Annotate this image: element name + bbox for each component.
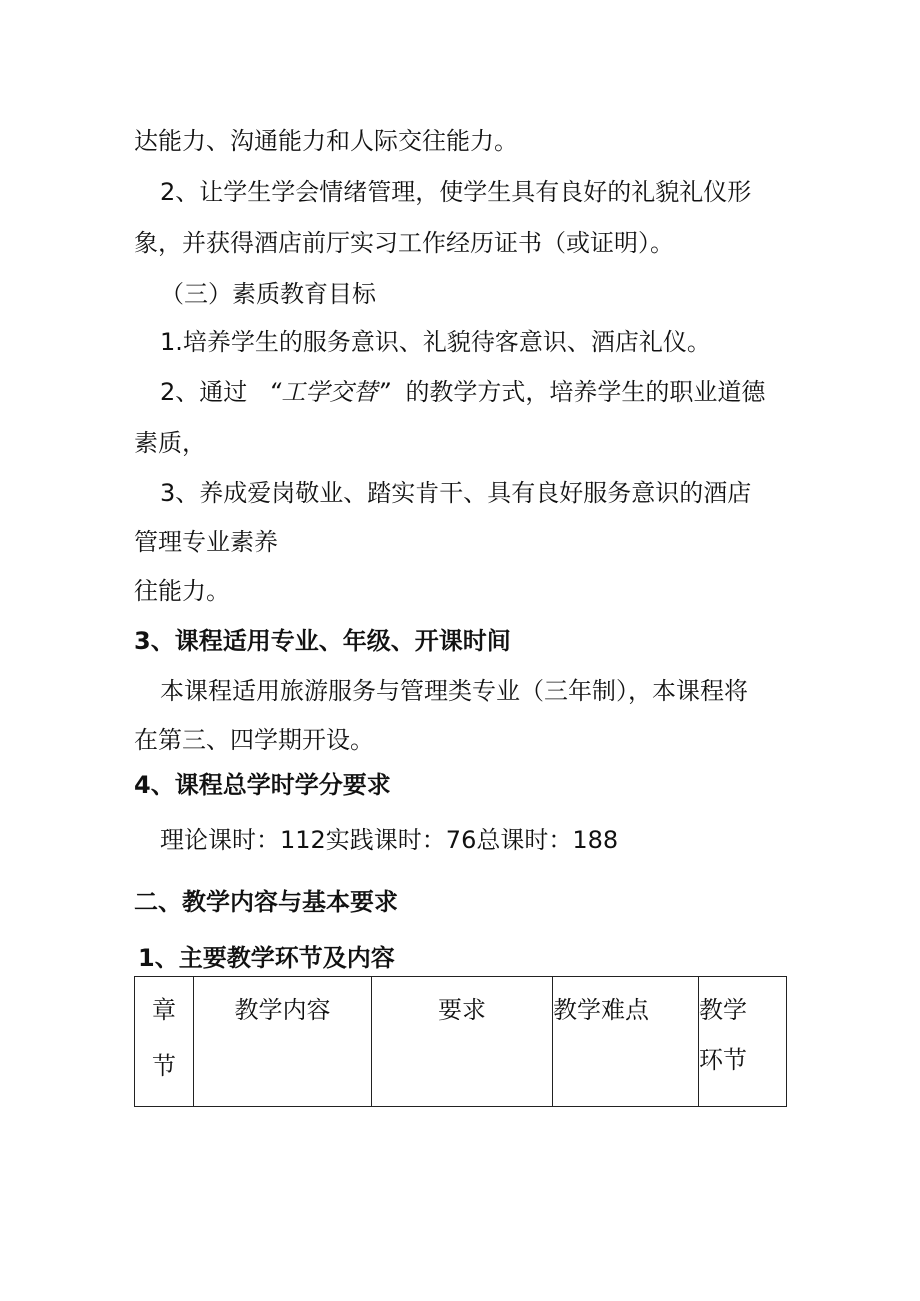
section-3-text-a: 本课程适用旅游服务与管理类专业（三年制），本课程将 [160, 677, 748, 705]
paragraph-line-5 [160, 377, 765, 407]
table-header-content [194, 977, 372, 1107]
section-4-title: 4、课程总学时学分要求 [134, 771, 391, 799]
paragraph-line-6b: 管理专业素养 [134, 528, 278, 556]
table-header-row [135, 977, 787, 1107]
table-header-phase-line-2: 环节 [699, 1046, 747, 1074]
paragraph-line-6a: 3、养成爱岗敬业、踏实肯干、具有良好服务意识的酒店 [160, 479, 752, 507]
part-2-title: 二、教学内容与基本要求 [134, 888, 398, 916]
table-header-difficulty-label: 教学难点 [553, 996, 649, 1024]
table-header-chapter-line-1: 章 [152, 996, 176, 1024]
teaching-plan-table [134, 976, 787, 1107]
subsection-title-quality: （三）素质教育目标 [160, 280, 376, 308]
paragraph-line-2a: 2、让学生学会情绪管理，使学生具有良好的礼貌礼仪形 [160, 178, 752, 206]
paragraph-line-5-pre: 2、通过 [160, 378, 248, 406]
paragraph-line-7: 往能力。 [134, 577, 230, 605]
paragraph-line-5-post: 的教学方式，培养学生的职业道德 [405, 378, 766, 406]
paragraph-line-5b: 素质， [134, 429, 206, 457]
section-4-text: 理论课时：112实践课时：76总课时：188 [160, 826, 619, 854]
table-header-content-label: 教学内容 [234, 996, 331, 1024]
paragraph-line-2b: 象，并获得酒店前厅实习工作经历证书（或证明）。 [134, 229, 674, 257]
table-header-phase-line-1: 教学 [699, 996, 747, 1024]
paragraph-line-1: 达能力、沟通能力和人际交往能力。 [134, 127, 518, 155]
table-header-requirement [372, 977, 553, 1107]
part-2-subtitle-1: 1、主要教学环节及内容 [138, 944, 395, 972]
section-3-text-b: 在第三、四学期开设。 [134, 726, 374, 754]
table-header-difficulty [553, 977, 699, 1107]
paragraph-line-5-quote: “工学交替” [268, 378, 390, 406]
table-header-phase [699, 977, 787, 1107]
paragraph-line-4: 1.培养学生的服务意识、礼貌待客意识、酒店礼仪。 [160, 328, 711, 356]
table-header-chapter-line-2: 节 [152, 1052, 176, 1080]
section-3-title: 3、课程适用专业、年级、开课时间 [134, 627, 511, 655]
table-header-chapter [135, 977, 194, 1107]
table-header-requirement-label: 要求 [438, 996, 486, 1024]
